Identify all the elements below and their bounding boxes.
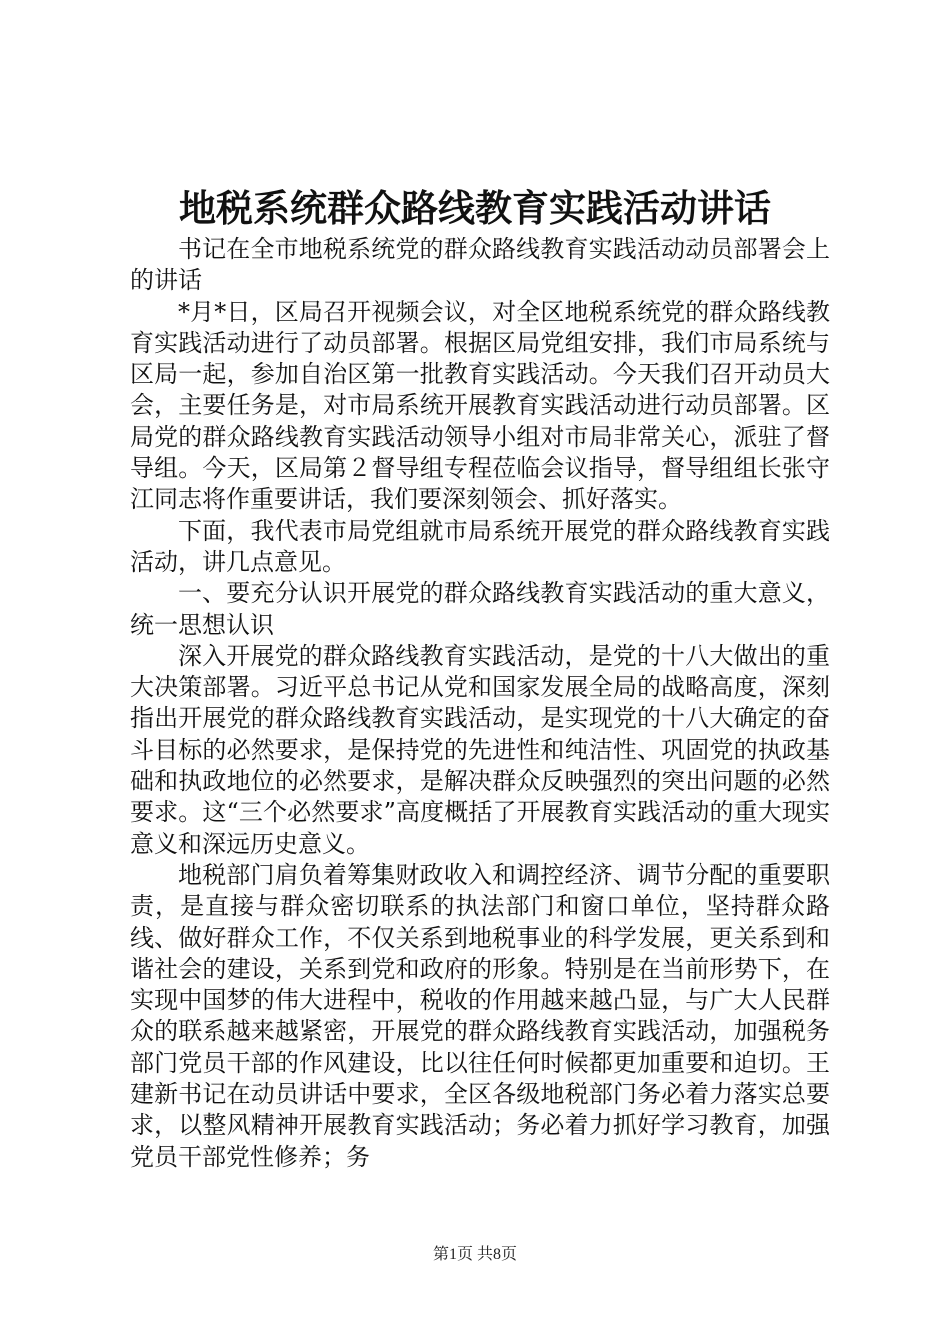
paragraph-intro: *月*日，区局召开视频会议，对全区地税系统党的群众路线教育实践活动进行了动员部署。根据区局党组安排，我们市局系统与区局一起，参加自治区第一批教育实践活动。今天我们召开动员大会，主要任务是，对市局系统开展教育实践活动进行动员部署。区局党的群众路线教育实践活动领导小组对市局非常关心，派驻了督导组。今天，区局第２督导组专程莅临会议指导，督导组组长张守江同志将作重要讲话，我们要深刻领会、抓好落实。	[130, 297, 830, 514]
paragraph-subtitle: 书记在全市地税系统党的群众路线教育实践活动动员部署会上的讲话	[130, 235, 830, 295]
paragraph-significance: 深入开展党的群众路线教育实践活动，是党的十八大做出的重大决策部署。习近平总书记从党和国家发展全局的战略高度，深刻指出开展党的群众路线教育实践活动，是实现党的十八大确定的奋斗目标的必然要求，是保持党的先进性和纯洁性、巩固党的执政基础和执政地位的必然要求，是解决群众反映强烈的突出问题的必然要求。这“三个必然要求”高度概括了开展教育实践活动的重大现实意义和深远历史意义。	[130, 641, 830, 858]
paragraph-tax-department: 地税部门肩负着筹集财政收入和调控经济、调节分配的重要职责，是直接与群众密切联系的执法部门和窗口单位，坚持群众路线、做好群众工作，不仅关系到地税事业的科学发展，更关系到和谐社会的建设，关系到党和政府的形象。特别是在当前形势下，在实现中国梦的伟大进程中，税收的作用越来越凸显，与广大人民群众的联系越来越紧密，开展党的群众路线教育实践活动，加强税务部门党员干部的作风建设，比以往任何时候都更加重要和迫切。王建新书记在动员讲话中要求，全区各级地税部门务必着力落实总要求，以整风精神开展教育实践活动；务必着力抓好学习教育，加强党员干部党性修养；务	[130, 860, 830, 1171]
document-body	[130, 234, 830, 1173]
document-title: 地税系统群众路线教育实践活动讲话	[179, 186, 771, 230]
section-heading-1: 一、要充分认识开展党的群众路线教育实践活动的重大意义，统一思想认识	[130, 579, 830, 639]
paragraph-opinions: 下面，我代表市局党组就市局系统开展党的群众路线教育实践活动，讲几点意见。	[130, 516, 830, 576]
page-footer: 第1页 共8页	[432, 1246, 517, 1263]
